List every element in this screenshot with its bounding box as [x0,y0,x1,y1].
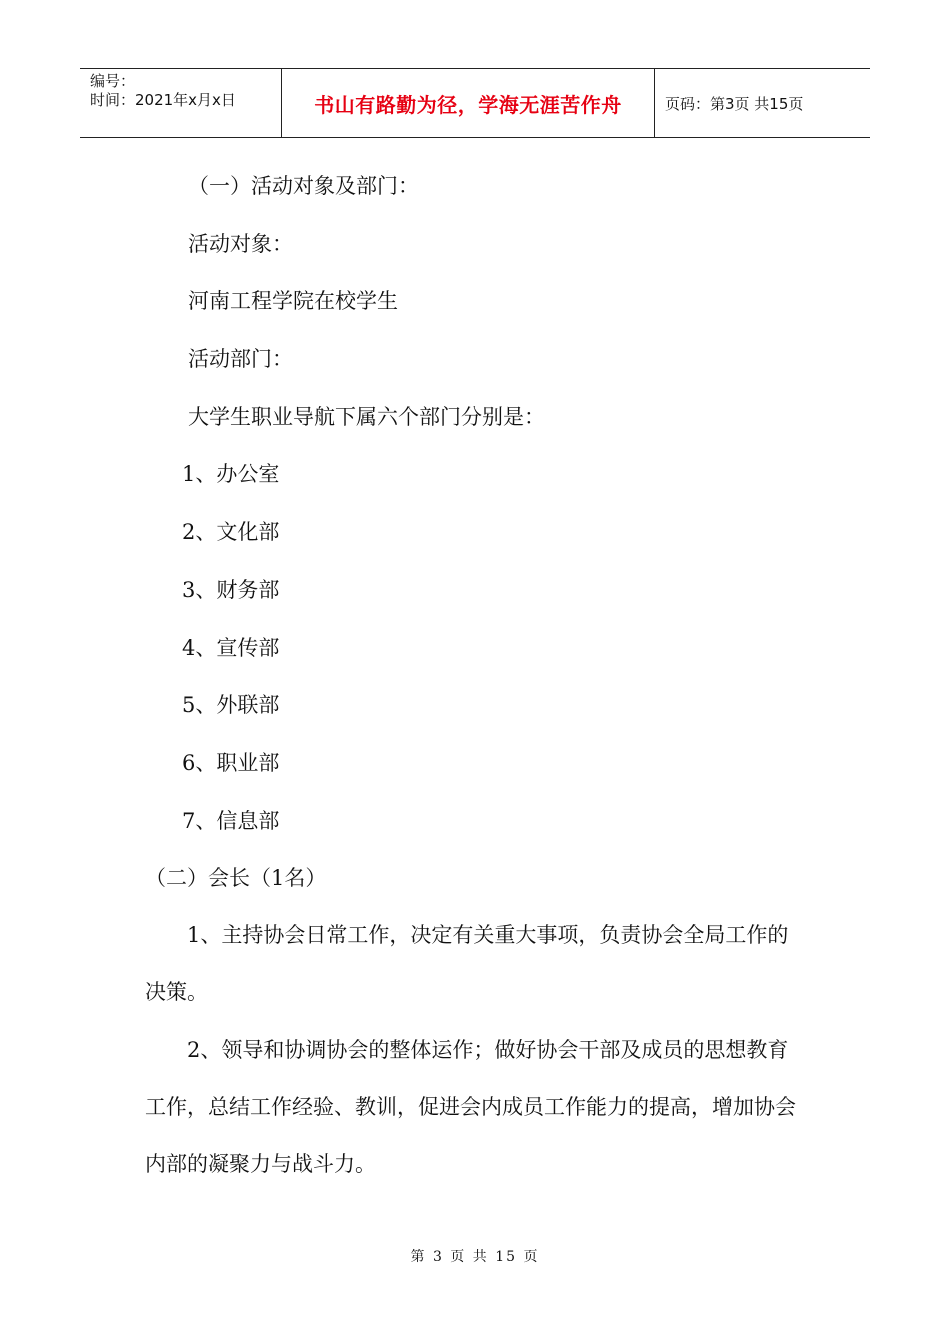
department-item: 2、文化部 [182,520,280,544]
department-item: 3、财务部 [182,578,280,602]
department-item: 6、职业部 [182,751,280,775]
department-intro: 大学生职业导航下属六个部门分别是： [188,405,545,429]
duty-paragraph: 1、主持协会日常工作，决定有关重大事项，负责协会全局工作的决策。 [145,923,789,1004]
department-item: 7、信息部 [182,809,280,833]
target-label: 活动对象： [188,232,293,256]
section-heading: （二）会长（1名） [145,866,327,890]
department-item: 4、宣传部 [182,636,280,660]
department-item: 1、办公室 [182,462,280,486]
document-date-label: 时间：2021年x月x日 [90,91,236,109]
header-motto-cell [282,69,655,137]
page-footer: 第 3 页 共 15 页 [410,1249,540,1265]
department-label: 活动部门： [188,347,293,371]
document-number-label: 编号： [90,72,136,90]
header-meta-cell [80,69,282,137]
duty-paragraph: 2、领导和协调协会的整体运作；做好协会干部及成员的思想教育工作，总结工作经验、教训，促进会内成员工作能力的提高，增加协会内部的凝聚力与战斗力。 [145,1038,796,1176]
document-header [80,68,870,138]
header-page-cell [655,69,870,137]
header-page-number: 页码：第3页 共15页 [665,94,804,113]
section-heading: （一）活动对象及部门： [188,174,419,198]
target-value: 河南工程学院在校学生 [188,289,398,313]
header-motto: 书山有路勤为径，学海无涯苦作舟 [314,92,622,117]
department-item: 5、外联部 [182,693,280,717]
